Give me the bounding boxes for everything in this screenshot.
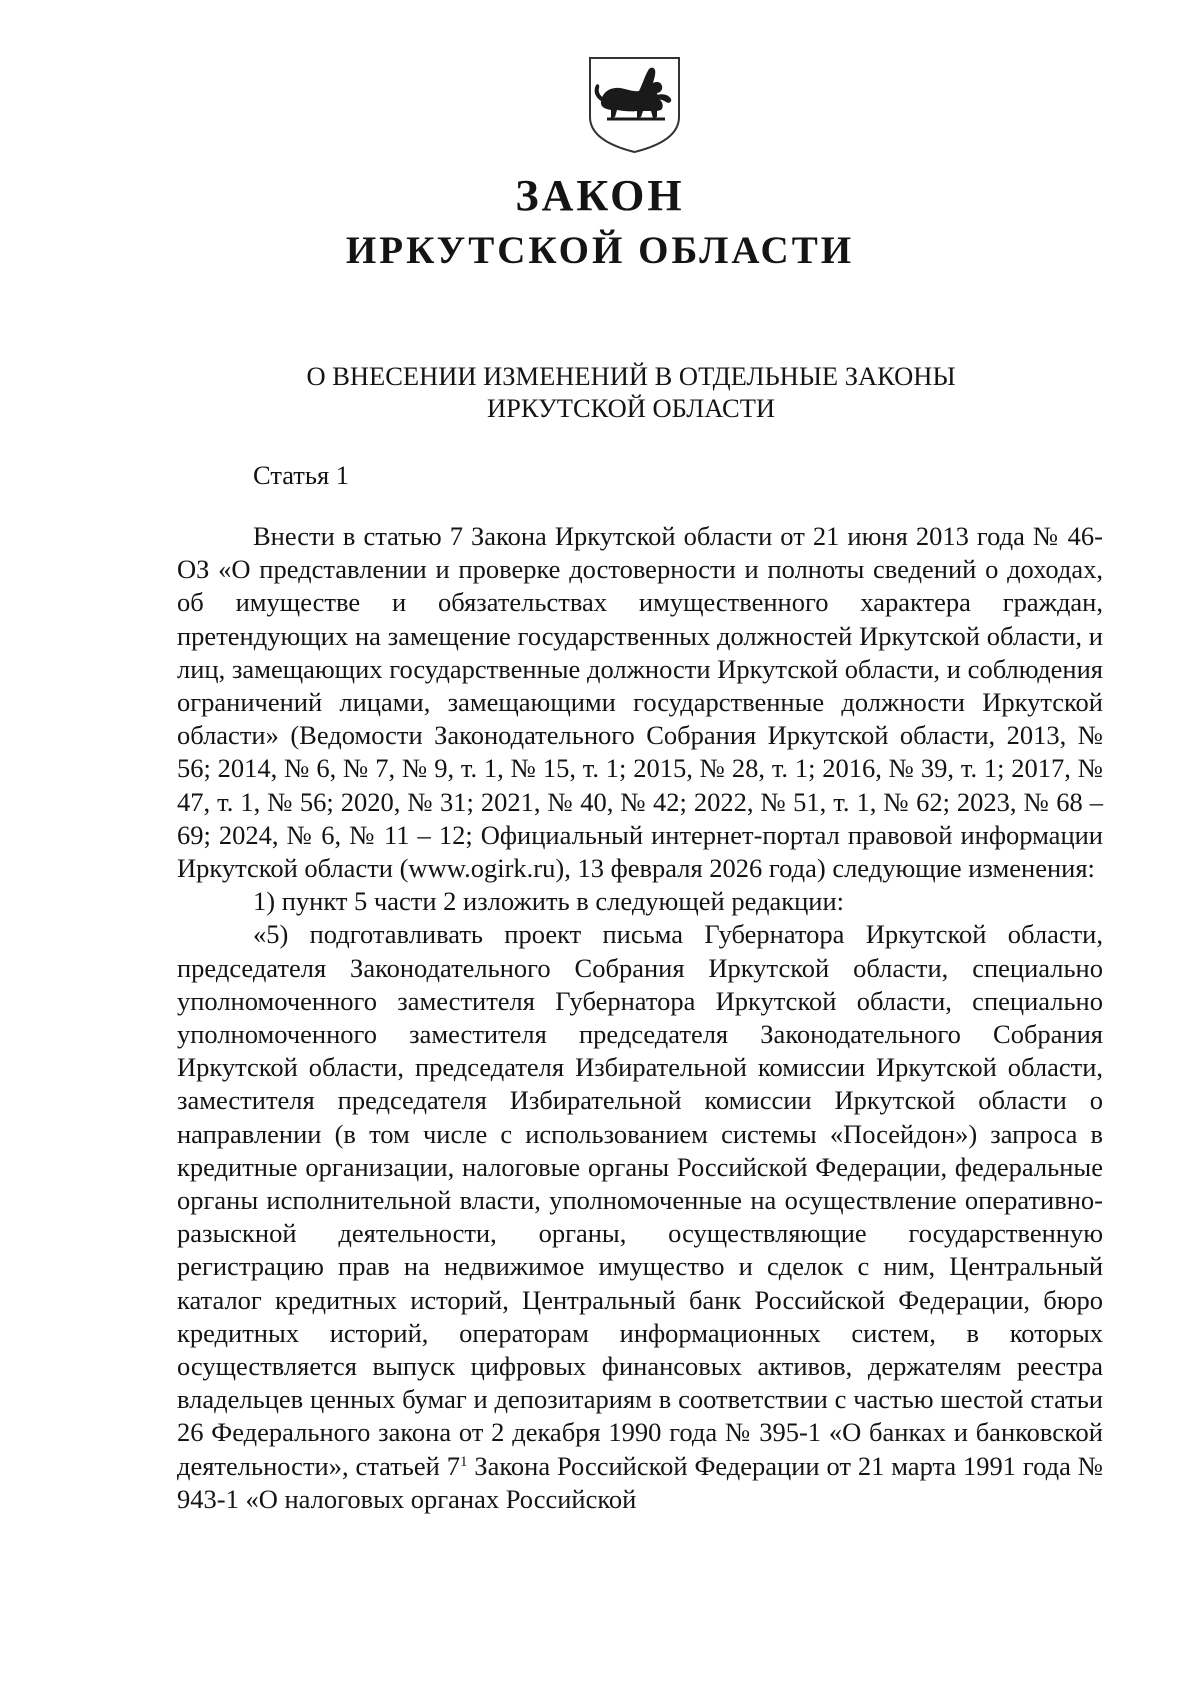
- paragraph-text-part-2: Закона Российской Федерации от 21 марта 1991 года № 943-1 «О налоговых органах Российской: [177, 1450, 1103, 1514]
- paragraph-item-5-text: [177, 918, 1103, 1516]
- paragraph-text-part-1: «5) подготавливать проект письма Губернатора Иркутской области, председателя Законодательного Собрания Иркутской области, специально уполномоченного заместителя Губернатора Иркутской области, специально уполномоченного заместителя председателя Законодательного Собрания Иркутской области, председателя Избирательной комиссии Иркутской области, заместителя председателя Избирательной комиссии Иркутской области о направлении (в том числе с использованием системы «Посейдон») запроса в кредитные организации, налоговые органы Российской Федерации, федеральные органы исполнительной власти, уполномоченные на осуществление оперативно-разыскной деятельности, органы, осуществляющие государственную регистрацию прав на недвижимое имущество и сделок с ним, Центральный каталог кредитных историй, Центральный банк Российской Федерации, бюро кредитных историй, операторам информационных систем, в которых осуществляется выпуск цифровых финансовых активов, держателям реестра владельцев ценных бумаг и депозитариям в соответствии с частью шестой статьи 26 Федерального закона от 2 декабря 1990 года № 395-1 «О банках и банковской деятельности», статьей 7: [177, 919, 1103, 1481]
- paragraph-intro: Внести в статью 7 Закона Иркутской области от 21 июня 2013 года № 46-ОЗ «О представлении и проверке достоверности и полноты сведений о доходах, об имуществе и обязательствах имущественного характера граждан, претендующих на замещение государственных должностей Иркутской области, и лиц, замещающих государственные должности Иркутской области, и соблюдения ограничений лицами, замещающими государственные должности Иркутской области» (Ведомости Законодательного Собрания Иркутской области, 2013, № 56; 2014, № 6, № 7, № 9, т. 1, № 15, т. 1; 2015, № 28, т. 1; 2016, № 39, т. 1; 2017, № 47, т. 1, № 56; 2020, № 31; 2021, № 40, № 42; 2022, № 51, т. 1, № 62; 2023, № 68 – 69; 2024, № 6, № 11 – 12; Официальный интернет-портал правовой информации Иркутской области (www.ogirk.ru), 13 февраля 2026 года) следующие изменения:: [177, 521, 1103, 884]
- law-heading-line-1: О ВНЕСЕНИИ ИЗМЕНЕНИЙ В ОТДЕЛЬНЫЕ ЗАКОНЫ: [306, 361, 956, 391]
- paragraph-item-1: 1) пункт 5 части 2 изложить в следующей редакции:: [253, 886, 845, 917]
- superscript-mark: 1: [459, 1453, 468, 1470]
- law-title: ЗАКОН: [515, 171, 685, 220]
- irkutsk-coat-of-arms-icon: [587, 55, 682, 155]
- law-heading-line-2: ИРКУТСКОЙ ОБЛАСТИ: [486, 393, 776, 423]
- document-body: [177, 520, 1103, 1516]
- law-region-title: ИРКУТСКОЙ ОБЛАСТИ: [345, 229, 855, 272]
- article-label: Статья 1: [253, 460, 350, 490]
